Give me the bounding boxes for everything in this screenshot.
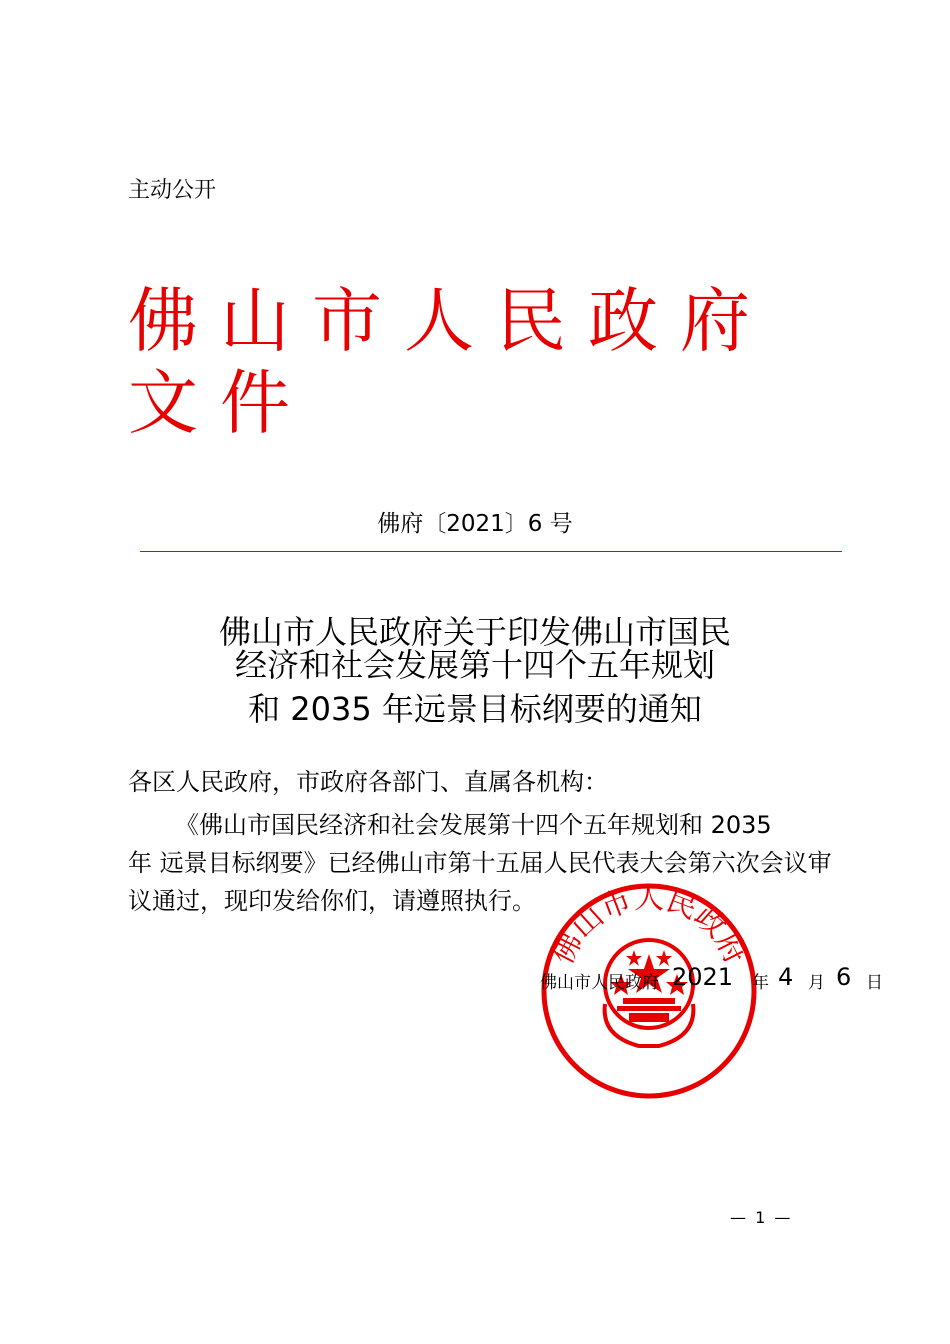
subject-line-1: 佛山市人民政府关于印发佛山市国民 xyxy=(218,613,731,651)
body-line-2: 年 远景目标纲要》已经佛山市第十五届人民代表大会第六次会议审 xyxy=(128,849,832,877)
seal-text: 佛山市人民政府 xyxy=(545,882,753,970)
date-month: 4 xyxy=(778,963,794,991)
date-day: 6 xyxy=(836,963,852,991)
date-day-unit: 日 xyxy=(866,973,883,993)
date-year-unit: 年 xyxy=(752,973,769,993)
red-divider xyxy=(140,551,842,552)
page-number: — 1 — xyxy=(730,1208,793,1227)
document-number: 佛府〔2021〕6 号 xyxy=(377,511,573,537)
body-line-1: 《佛山市国民经济和社会发展第十四个五年规划和 2035 xyxy=(175,811,772,839)
date-year: 2021 xyxy=(672,963,734,991)
document-title: 佛山市人民政府文件 xyxy=(128,280,772,444)
date-month-unit: 月 xyxy=(808,973,825,993)
subject-line-3: 和 2035 年远景目标纲要的通知 xyxy=(248,690,702,728)
disclosure-label: 主动公开 xyxy=(128,178,217,203)
issuer-name: 佛山市人民政府 xyxy=(540,973,659,993)
body-line-3: 议通过，现印发给你们，请遵照执行。 xyxy=(128,887,536,915)
salutation: 各区人民政府，市政府各部门、直属各机构： xyxy=(128,768,608,796)
subject-line-2: 经济和社会发展第十四个五年规划 xyxy=(234,646,715,684)
